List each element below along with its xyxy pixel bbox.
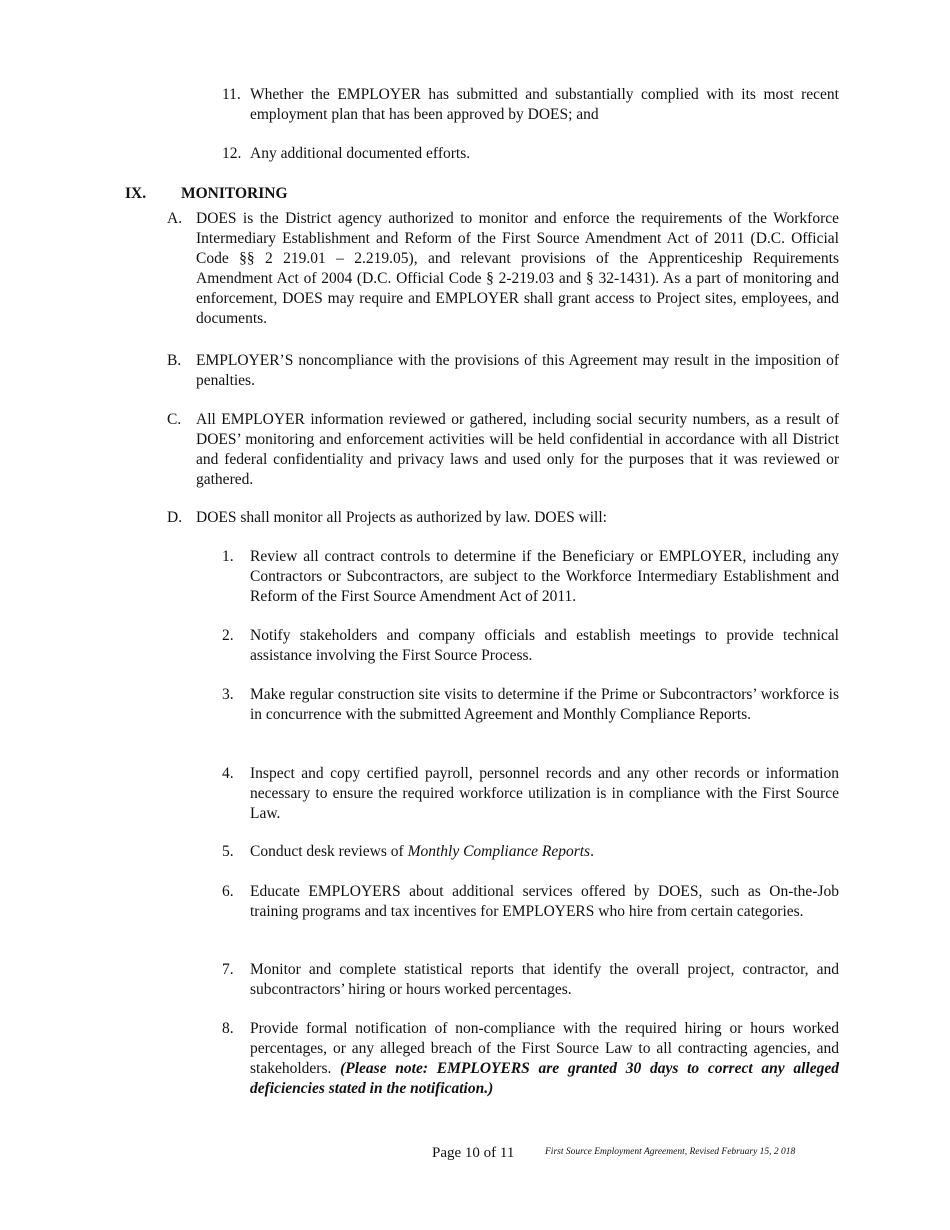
list-item-text: Whether the EMPLOYER has submitted and substantially complied with its most recent employment plan that has been approved by DOES; and [250,86,839,123]
list-item [222,960,839,1000]
list-marker: 6. [222,883,234,900]
section-title: MONITORING [181,185,288,202]
clause-text: EMPLOYER’S noncompliance with the provisions of this Agreement may result in the imposition of penalties. [196,352,839,389]
list-item-text [250,842,839,862]
list-marker: 12. [222,145,242,162]
note-emphasis: (Please note: EMPLOYERS are granted 30 days to correct any alleged deficiencies stated in the notification.) [250,1060,839,1097]
page-number: Page 10 of 11 [432,1145,515,1161]
list-item-text-before: Conduct desk reviews of [250,843,408,860]
clause-marker: A. [167,210,183,227]
list-marker: 2. [222,627,234,644]
list-item-text: Make regular construction site visits to determine if the Prime or Subcontractors’ workforce is in concurrence with the submitted Agreement and Monthly Compliance Reports. [250,686,839,723]
clause-d [167,508,839,528]
clause-marker: D. [167,509,183,526]
list-item-text: Monitor and complete statistical reports that identify the overall project, contractor, and subcontractors’ hiring or hours worked percentages. [250,961,839,998]
list-item [222,547,839,607]
list-item [222,685,839,725]
clause-text: All EMPLOYER information reviewed or gathered, including social security numbers, as a result of DOES’ monitoring and enforcement activities will be held confidential in accordance with all District and federal confidentiality and privacy laws and used only for the purposes that it was reviewed or gathered. [196,411,839,488]
clause-marker: B. [167,352,182,369]
list-item-text-main: Provide formal notification of non-compliance with the required hiring or hours worked percentages, or any alleged breach of the First Source Law to all contracting agencies, and stakeholders. [250,1020,839,1077]
clause-marker: C. [167,411,182,428]
list-item [222,1019,839,1099]
list-item-text: Review all contract controls to determine if the Beneficiary or EMPLOYER, including any Contractors or Subcontractors, are subject to the Workforce Intermediary Establishment and Reform of the First Source Amendment Act of 2011. [250,548,839,605]
emphasis-text: Monthly Compliance Reports [407,843,591,860]
list-item-text: Notify stakeholders and company officials and establish meetings to provide technical assistance involving the First Source Process. [250,627,839,664]
list-item-text: Educate EMPLOYERS about additional services offered by DOES, such as On-the-Job training programs and tax incentives for EMPLOYERS who hire from certain categories. [250,883,839,920]
footer-note: First Source Employment Agreement, Revised February 15, 2 018 [545,1147,796,1157]
clause-a [167,209,839,329]
list-item [222,764,839,824]
clause-b [167,351,839,391]
list-item [222,144,839,164]
clause-c [167,410,839,490]
list-marker: 5. [222,843,234,860]
list-item-text: Any additional documented efforts. [250,145,471,162]
list-marker: 4. [222,765,234,782]
list-marker: 8. [222,1020,234,1037]
list-item-text: Inspect and copy certified payroll, personnel records and any other records or information necessary to ensure the required workforce utilization is in compliance with the First Source Law. [250,765,839,822]
clause-text: DOES shall monitor all Projects as authorized by law. DOES will: [196,509,607,526]
section-number: IX. [125,185,147,202]
list-marker: 3. [222,686,234,703]
list-item [222,85,839,125]
list-marker: 7. [222,961,234,978]
list-marker: 1. [222,548,234,565]
list-item-text [250,1019,839,1099]
page-footer [0,1144,950,1166]
list-item [222,882,839,922]
clause-text: DOES is the District agency authorized to monitor and enforce the requirements of the Workforce Intermediary Establishment and Reform of the First Source Amendment Act of 2011 (D.C. Official Code §§ 2 219.01 – 2.219.05), and relevant provisions of the Apprenticeship Requirements Amendment Act of 2004 (D.C. Official Code § 2-219.03 and § 32-1431). As a part of monitoring and enforcement, DOES may require and EMPLOYER shall grant access to Project sites, employees, and documents. [196,210,839,327]
list-item [222,842,839,862]
list-item-text-after: . [590,843,594,860]
list-item [222,626,839,666]
list-marker: 11. [222,86,241,103]
